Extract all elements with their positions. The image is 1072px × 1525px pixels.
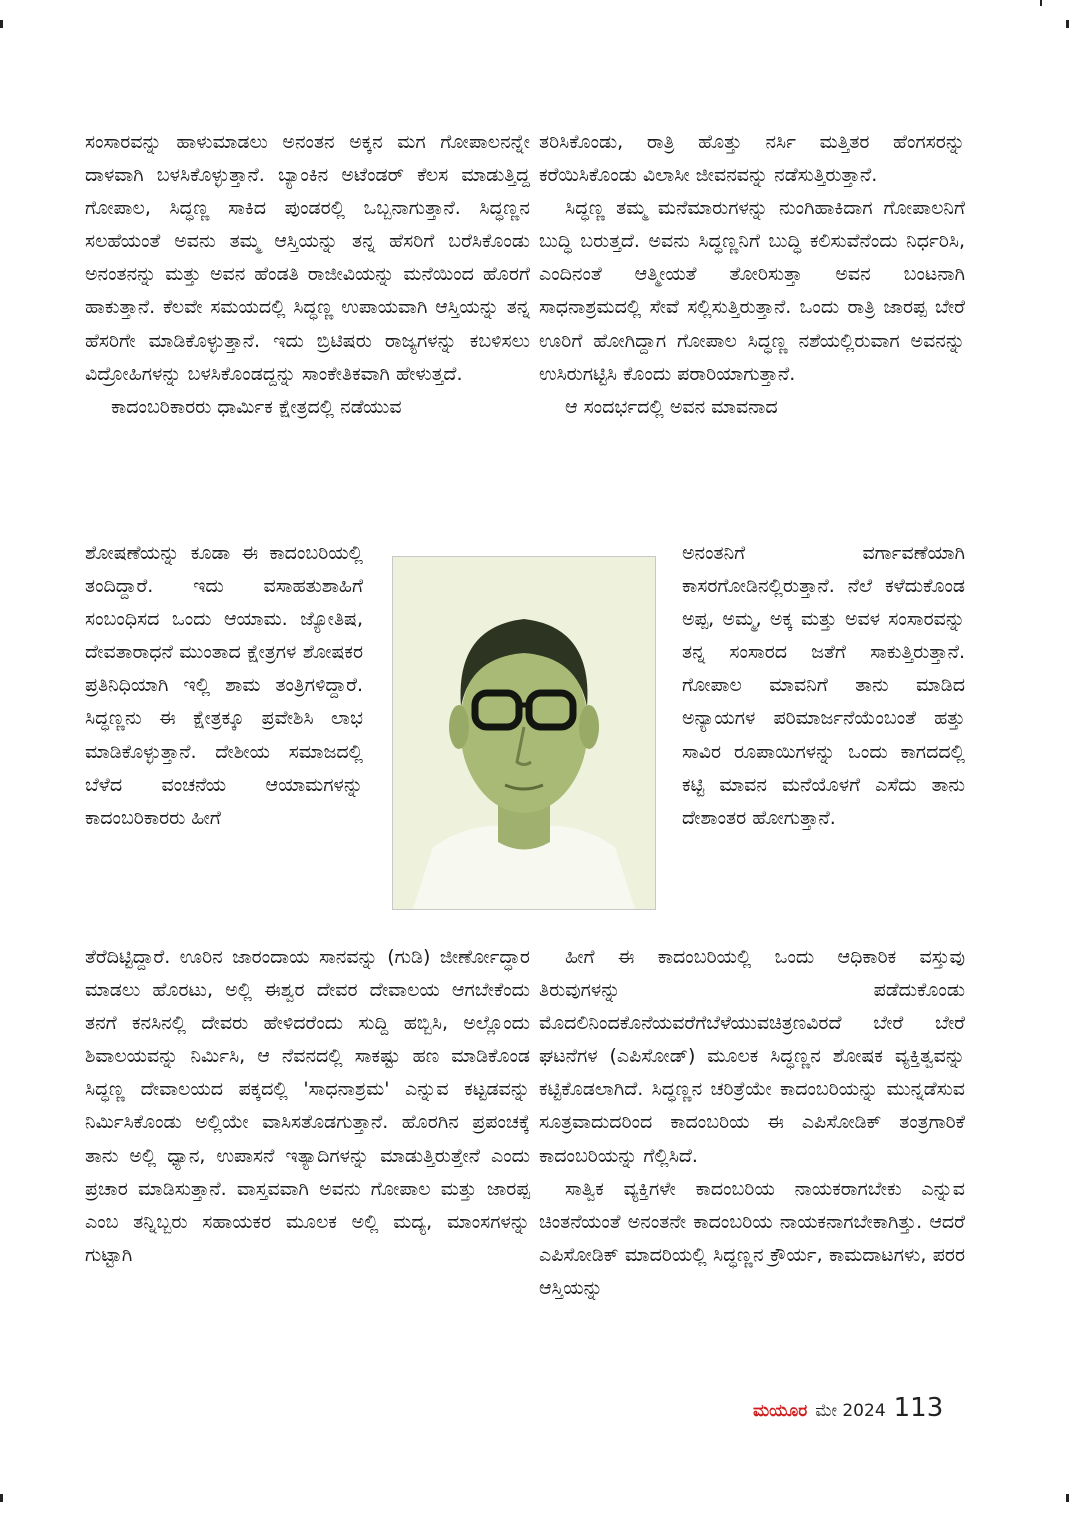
crop-mark — [0, 20, 3, 28]
right-wrap-text — [682, 537, 965, 835]
paragraph: ಅನಂತನಿಗೆ ವರ್ಗಾವಣೆಯಾಗಿ ಕಾಸರಗೋಡಿನಲ್ಲಿರುತ್ತಾನೆ. ನೆಲೆ ಕಳೆದುಕೊಂಡ ಅಪ್ಪ, ಅಮ್ಮ, ಅಕ್ಕ ಮತ್ತು ಅವಳ ಸಂಸಾರವನ್ನು ತನ್ನ ಸಂಸಾರದ ಜತೆಗೆ ಸಾಕುತ್ತಿರುತ್ತಾನೆ. ಗೋಪಾಲ ಮಾವನಿಗೆ ತಾನು ಮಾಡಿದ ಅನ್ಯಾಯಗಳ ಪರಿಮಾರ್ಜನೆಯೆಂಬಂತೆ ಹತ್ತು ಸಾವಿರ ರೂಪಾಯಿಗಳನ್ನು ಒಂದು ಕಾಗದದಲ್ಲಿ ಕಟ್ಟಿ ಮಾವನ ಮನೆಯೊಳಗೆ ಎಸೆದು ತಾನು ದೇಶಾಂತರ ಹೋಗುತ್ತಾನೆ. — [682, 542, 965, 829]
paragraph: ತರಿಸಿಕೊಂಡು, ರಾತ್ರಿ ಹೊತ್ತು ನರ್ಸಿ ಮತ್ತಿತರ ಹೆಂಗಸರನ್ನು ಕರೆಯಿಸಿಕೊಂಡು ವಿಲಾಸೀ ಜೀವನವನ್ನು ನಡೆಸುತ್ತಿರುತ್ತಾನೆ. — [539, 131, 965, 187]
left-column-bottom — [85, 941, 530, 1272]
paragraph: ತೆರೆದಿಟ್ಟಿದ್ದಾರೆ. ಊರಿನ ಜಾರಂದಾಯ ಸಾನವನ್ನು (ಗುಡಿ) ಜೀರ್ಣೋದ್ಧಾರ ಮಾಡಲು ಹೊರಟು, ಅಲ್ಲಿ ಈಶ್ವರ ದೇವರ ದೇವಾಲಯ ಆಗಬೇಕೆಂದು ತನಗೆ ಕನಸಿನಲ್ಲಿ ದೇವರು ಹೇಳಿದರೆಂದು ಸುದ್ದಿ ಹಬ್ಬಿಸಿ, ಅಲ್ಲೊಂದು ಶಿವಾಲಯವನ್ನು ನಿರ್ಮಿಸಿ, ಆ ನೆವನದಲ್ಲಿ ಸಾಕಷ್ಟು ಹಣ ಮಾಡಿಕೊಂಡ ಸಿದ್ಧಣ್ಣ ದೇವಾಲಯದ ಪಕ್ಕದಲ್ಲಿ 'ಸಾಧನಾಶ್ರಮ' ಎನ್ನುವ ಕಟ್ಟಡವನ್ನು ನಿರ್ಮಿಸಿಕೊಂಡು ಅಲ್ಲಿಯೇ ವಾಸಿಸತೊಡಗುತ್ತಾನೆ. ಹೊರಗಿನ ಪ್ರಪಂಚಕ್ಕೆ ತಾನು ಅಲ್ಲಿ ಧ್ಯಾನ, ಉಪಾಸನೆ ಇತ್ಯಾದಿಗಳನ್ನು ಮಾಡುತ್ತಿರುತ್ತೇನೆ ಎಂದು ಪ್ರಚಾರ ಮಾಡಿಸುತ್ತಾನೆ. ವಾಸ್ತವವಾಗಿ ಅವನು ಗೋಪಾಲ ಮತ್ತು ಜಾರಪ್ಪ ಎಂಬ ತನ್ನಿಬ್ಬರು ಸಹಾಯಕರ ಮೂಲಕ ಅಲ್ಲಿ ಮದ್ಯ, ಮಾಂಸಗಳನ್ನು ಗುಟ್ಟಾಗಿ — [85, 946, 530, 1266]
right-column-bottom — [539, 941, 965, 1305]
author-portrait-photo — [392, 556, 656, 910]
paragraph: ಕಾದಂಬರಿಕಾರರು ಧಾರ್ಮಿಕ ಕ್ಷೇತ್ರದಲ್ಲಿ ನಡೆಯುವ — [111, 395, 402, 418]
portrait-illustration — [393, 557, 655, 909]
paragraph: ಸಂಸಾರವನ್ನು ಹಾಳುಮಾಡಲು ಅನಂತನ ಅಕ್ಕನ ಮಗ ಗೋಪಾಲನನ್ನೇ ದಾಳವಾಗಿ ಬಳಸಿಕೊಳ್ಳುತ್ತಾನೆ. ಬ್ಯಾಂಕಿನ ಅಟೆಂಡರ್ ಕೆಲಸ ಮಾಡುತ್ತಿದ್ದ ಗೋಪಾಲ, ಸಿದ್ಧಣ್ಣ ಸಾಕಿದ ಪುಂಡರಲ್ಲಿ ಒಬ್ಬನಾಗುತ್ತಾನೆ. ಸಿದ್ಧಣ್ಣನ ಸಲಹೆಯಂತೆ ಅವನು ತಮ್ಮ ಆಸ್ತಿಯನ್ನು ತನ್ನ ಹೆಸರಿಗೆ ಬರೆಸಿಕೊಂಡು ಅನಂತನನ್ನು ಮತ್ತು ಅವನ ಹೆಂಡತಿ ರಾಜೀವಿಯನ್ನು ಮನೆಯಿಂದ ಹೊರಗೆ ಹಾಕುತ್ತಾನೆ. ಕೆಲವೇ ಸಮಯದಲ್ಲಿ ಸಿದ್ಧಣ್ಣ ಉಪಾಯವಾಗಿ ಆಸ್ತಿಯನ್ನು ತನ್ನ ಹೆಸರಿಗೇ ಮಾಡಿಕೊಳ್ಳುತ್ತಾನೆ. ಇದು ಬ್ರಿಟಿಷರು ರಾಜ್ಯಗಳನ್ನು ಕಬಳಿಸಲು ವಿದ್ರೋಹಿಗಳನ್ನು ಬಳಸಿಕೊಂಡದ್ದನ್ನು ಸಾಂಕೇತಿಕವಾಗಿ ಹೇಳುತ್ತದೆ. — [85, 131, 530, 385]
issue-date: ಮೇ 2024 — [815, 1401, 886, 1421]
paragraph: ಸಿದ್ಧಣ್ಣ ತಮ್ಮ ಮನೆಮಾರುಗಳನ್ನು ನುಂಗಿಹಾಕಿದಾಗ ಗೋಪಾಲನಿಗೆ ಬುದ್ಧಿ ಬರುತ್ತದೆ. ಅವನು ಸಿದ್ಧಣ್ಣನಿಗೆ ಬುದ್ಧಿ ಕಲಿಸುವೆನೆಂದು ನಿರ್ಧರಿಸಿ, ಎಂದಿನಂತೆ ಆತ್ಮೀಯತೆ ತೋರಿಸುತ್ತಾ ಅವನ ಬಂಟನಾಗಿ ಸಾಧನಾಶ್ರಮದಲ್ಲಿ ಸೇವೆ ಸಲ್ಲಿಸುತ್ತಿರುತ್ತಾನೆ. ಒಂದು ರಾತ್ರಿ ಜಾರಪ್ಪ ಬೇರೆ ಊರಿಗೆ ಹೋಗಿದ್ದಾಗ ಗೋಪಾಲ ಸಿದ್ಧಣ್ಣ ನಶೆಯಲ್ಲಿರುವಾಗ ಅವನನ್ನು ಉಸಿರುಗಟ್ಟಿಸಿ ಕೊಂದು ಪರಾರಿಯಾಗುತ್ತಾನೆ. — [539, 197, 965, 385]
page-number: 113 — [893, 1393, 944, 1423]
left-column — [85, 126, 530, 424]
crop-mark — [0, 1494, 3, 1502]
paragraph: ಶೋಷಣೆಯನ್ನು ಕೂಡಾ ಈ ಕಾದಂಬರಿಯಲ್ಲಿ ತಂದಿದ್ದಾರೆ. ಇದು ವಸಾಹತುಶಾಹಿಗೆ ಸಂಬಂಧಿಸದ ಒಂದು ಆಯಾಮ. ಜ್ಯೋತಿಷ, ದೇವತಾರಾಧನೆ ಮುಂತಾದ ಕ್ಷೇತ್ರಗಳ ಶೋಷಕರ ಪ್ರತಿನಿಧಿಯಾಗಿ ಇಲ್ಲಿ ಶಾಮ ತಂತ್ರಿಗಳಿದ್ದಾರೆ. ಸಿದ್ಧಣ್ಣನು ಈ ಕ್ಷೇತ್ರಕ್ಕೂ ಪ್ರವೇಶಿಸಿ ಲಾಭ ಮಾಡಿಕೊಳ್ಳುತ್ತಾನೆ. ದೇಶೀಯ ಸಮಾಜದಲ್ಲಿ ಬೆಳೆದ ವಂಚನೆಯ ಆಯಾಮಗಳನ್ನು ಕಾದಂಬರಿಕಾರರು ಹೀಗೆ — [85, 542, 363, 829]
right-column — [539, 126, 965, 424]
left-wrap-text — [85, 537, 363, 835]
paragraph: ಆ ಸಂದರ್ಭದಲ್ಲಿ ಅವನ ಮಾವನಾದ — [565, 395, 778, 418]
magazine-logo: ಮಯೂರ — [753, 1401, 808, 1421]
crop-mark — [1040, 0, 1042, 6]
crop-mark — [1066, 20, 1069, 28]
crop-mark — [1066, 1494, 1069, 1502]
paragraph: ಹೀಗೆ ಈ ಕಾದಂಬರಿಯಲ್ಲಿ ಒಂದು ಆಧಿಕಾರಿಕ ವಸ್ತುವು ತಿರುವುಗಳನ್ನು ಪಡೆದುಕೊಂಡು ಮೊದಲಿನಿಂದಕೊನೆಯವರೆಗೆಬೆಳೆಯುವಚಿತ್ರಣವಿರದೆ ಬೇರೆ ಬೇರೆ ಘಟನೆಗಳ (ಎಪಿಸೋಡ್) ಮೂಲಕ ಸಿದ್ಧಣ್ಣನ ಶೋಷಕ ವ್ಯಕ್ತಿತ್ವವನ್ನು ಕಟ್ಟಿಕೊಡಲಾಗಿದೆ. ಸಿದ್ಧಣ್ಣನ ಚರಿತ್ರೆಯೇ ಕಾದಂಬರಿಯನ್ನು ಮುನ್ನಡೆಸುವ ಸೂತ್ರವಾದುದರಿಂದ ಕಾದಂಬರಿಯ ಈ ಎಪಿಸೋಡಿಕ್ ತಂತ್ರಗಾರಿಕೆ ಕಾದಂಬರಿಯನ್ನು ಗೆಲ್ಲಿಸಿದೆ. — [539, 946, 965, 1167]
page-footer — [753, 1393, 943, 1423]
paragraph: ಸಾತ್ವಿಕ ವ್ಯಕ್ತಿಗಳೇ ಕಾದಂಬರಿಯ ನಾಯಕರಾಗಬೇಕು ಎನ್ನುವ ಚಿಂತನೆಯಂತೆ ಅನಂತನೇ ಕಾದಂಬರಿಯ ನಾಯಕನಾಗಬೇಕಾಗಿತ್ತು. ಆದರೆ ಎಪಿಸೋಡಿಕ್ ಮಾದರಿಯಲ್ಲಿ ಸಿದ್ಧಣ್ಣನ ಕ್ರೌರ್ಯ, ಕಾಮದಾಟಗಳು, ಪರರ ಆಸ್ತಿಯನ್ನು — [539, 1177, 965, 1299]
